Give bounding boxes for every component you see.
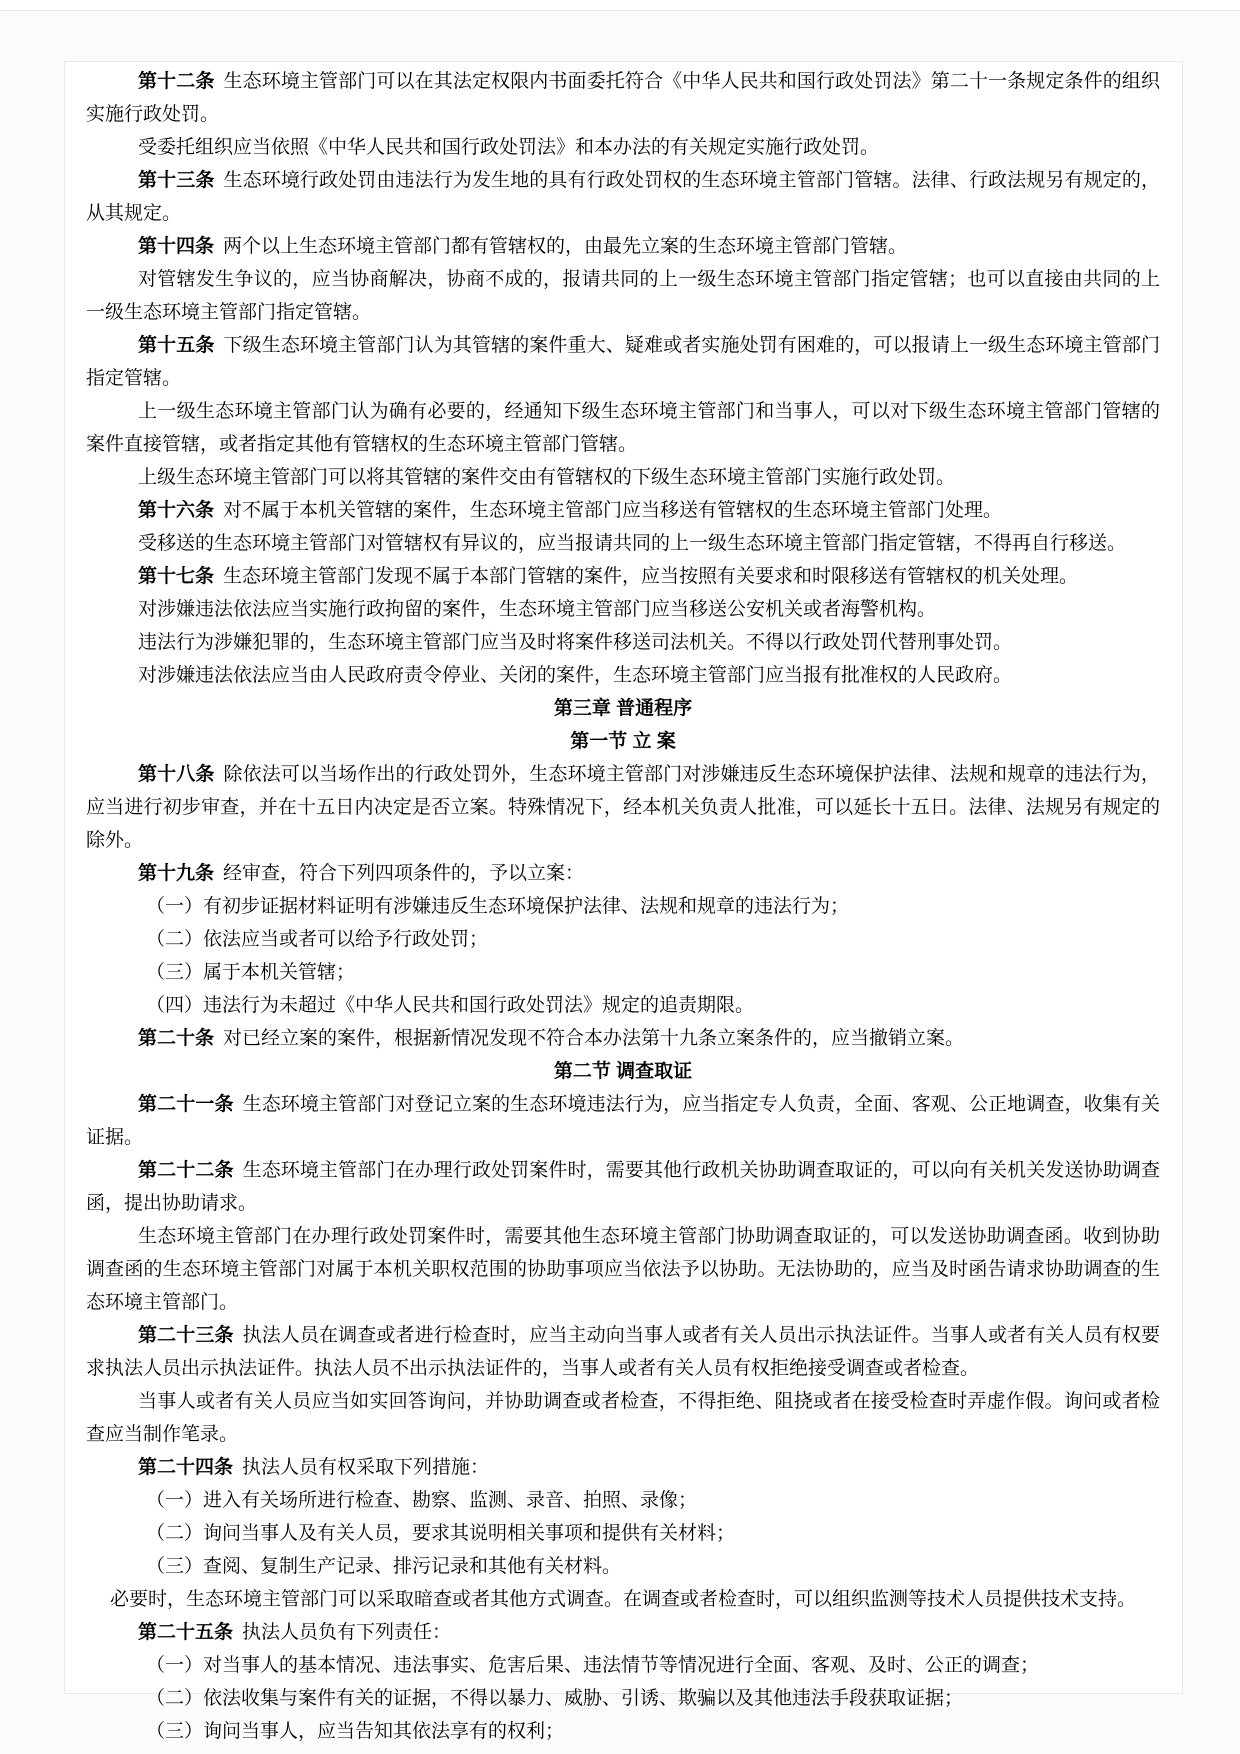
law-paragraph: （二）依法应当或者可以给予行政处罚； <box>146 929 489 950</box>
law-paragraph: 受委托组织应当依照《中华人民共和国行政处罚法》和本办法的有关规定实施行政处罚。 <box>138 137 880 158</box>
article-text: 生态环境主管部门在办理行政处罚案件时，需要其他行政机关协助调查取证的，可以向有关机关发送协助调查函，提出协助请求。 <box>86 1160 1160 1214</box>
article-number: 第十五条 <box>138 335 215 356</box>
article-text: 对不属于本机关管辖的案件，生态环境主管部门应当移送有管辖权的生态环境主管部门处理。 <box>223 500 1003 521</box>
article-text: 除依法可以当场作出的行政处罚外，生态环境主管部门对涉嫌违反生态环境保护法律、法规和规章的违法行为，应当进行初步审查，并在十五日内决定是否立案。特殊情况下，经本机关负责人批准，可以延长十五日。法律、法规另有规定的除外。 <box>86 764 1160 851</box>
law-paragraph: 对涉嫌违法依法应当由人民政府责令停业、关闭的案件，生态环境主管部门应当报有批准权的人民政府。 <box>138 665 1013 686</box>
law-paragraph <box>86 758 1160 857</box>
article-text: 生态环境行政处罚由违法行为发生地的具有行政处罚权的生态环境主管部门管辖。法律、行政法规另有规定的，从其规定。 <box>86 170 1160 224</box>
law-paragraph: （三）查阅、复制生产记录、排污记录和其他有关材料。 <box>146 1556 622 1577</box>
law-paragraph <box>86 1088 1160 1154</box>
law-paragraph: （三）属于本机关管辖； <box>146 962 356 983</box>
law-paragraph: （二）询问当事人及有关人员，要求其说明相关事项和提供有关材料； <box>146 1523 736 1544</box>
article-text: 经审查，符合下列四项条件的，予以立案： <box>223 863 585 884</box>
viewer-top-divider <box>0 0 1240 11</box>
article-number: 第十六条 <box>138 500 215 521</box>
article-text: 生态环境主管部门发现不属于本部门管辖的案件，应当按照有关要求和时限移送有管辖权的机关处理。 <box>223 566 1079 587</box>
article-text: 生态环境主管部门对登记立案的生态环境违法行为，应当指定专人负责，全面、客观、公正地调查，收集有关证据。 <box>86 1094 1160 1148</box>
law-paragraph: （二）依法收集与案件有关的证据，不得以暴力、威胁、引诱、欺骗以及其他违法手段获取证据； <box>146 1688 964 1709</box>
chapter-heading: 第三章 普通程序 <box>553 698 693 719</box>
law-paragraph <box>86 164 1160 230</box>
article-number: 第十九条 <box>138 863 215 884</box>
article-text: 对已经立案的案件，根据新情况发现不符合本办法第十九条立案条件的，应当撤销立案。 <box>223 1028 965 1049</box>
law-paragraph: 对涉嫌违法依法应当实施行政拘留的案件，生态环境主管部门应当移送公安机关或者海警机构。 <box>138 599 937 620</box>
article-number: 第二十四条 <box>138 1457 234 1478</box>
article-number: 第二十二条 <box>138 1160 234 1181</box>
article-number: 第二十五条 <box>138 1622 234 1643</box>
article-text: 生态环境主管部门可以在其法定权限内书面委托符合《中华人民共和国行政处罚法》第二十一条规定条件的组织实施行政处罚。 <box>86 71 1160 125</box>
law-paragraph: 必要时，生态环境主管部门可以采取暗查或者其他方式调查。在调查或者检查时，可以组织监测等技术人员提供技术支持。 <box>110 1589 1137 1610</box>
law-paragraph <box>86 1154 1160 1220</box>
law-paragraph: （三）询问当事人，应当告知其依法享有的权利； <box>146 1721 565 1742</box>
law-paragraph <box>86 230 1160 263</box>
article-text: 执法人员有权采取下列措施： <box>242 1457 490 1478</box>
law-paragraph <box>86 560 1160 593</box>
law-paragraph: 上一级生态环境主管部门认为确有必要的，经通知下级生态环境主管部门和当事人，可以对下级生态环境主管部门管辖的案件直接管辖，或者指定其他有管辖权的生态环境主管部门管辖。 <box>86 401 1160 455</box>
law-paragraph <box>86 1022 1160 1055</box>
document-page <box>64 61 1183 1742</box>
section-heading: 第二节 调查取证 <box>553 1061 693 1082</box>
law-paragraph <box>86 1616 1160 1649</box>
law-paragraph <box>86 494 1160 527</box>
law-paragraph: （一）对当事人的基本情况、违法事实、危害后果、违法情节等情况进行全面、客观、及时、公正的调查； <box>146 1655 1040 1676</box>
law-paragraph <box>86 1451 1160 1484</box>
law-paragraph <box>86 65 1160 131</box>
article-text: 执法人员在调查或者进行检查时，应当主动向当事人或者有关人员出示执法证件。当事人或者有关人员有权要求执法人员出示执法证件。执法人员不出示执法证件的，当事人或者有关人员有权拒绝接受调查或者检查。 <box>86 1325 1160 1379</box>
article-number: 第十八条 <box>138 764 215 785</box>
law-paragraph <box>86 857 1160 890</box>
article-text: 下级生态环境主管部门认为其管辖的案件重大、疑难或者实施处罚有困难的，可以报请上一级生态环境主管部门指定管辖。 <box>86 335 1160 389</box>
article-number: 第十三条 <box>138 170 215 191</box>
article-number: 第十四条 <box>138 236 215 257</box>
law-paragraph: 当事人或者有关人员应当如实回答询问，并协助调查或者检查，不得拒绝、阻挠或者在接受检查时弄虚作假。询问或者检查应当制作笔录。 <box>86 1391 1160 1445</box>
law-paragraph: （一）进入有关场所进行检查、勘察、监测、录音、拍照、录像； <box>146 1490 698 1511</box>
law-paragraph: （一）有初步证据材料证明有涉嫌违反生态环境保护法律、法规和规章的违法行为； <box>146 896 850 917</box>
law-paragraph: 上级生态环境主管部门可以将其管辖的案件交由有管辖权的下级生态环境主管部门实施行政处罚。 <box>138 467 956 488</box>
article-text: 执法人员负有下列责任： <box>242 1622 452 1643</box>
section-heading: 第一节 立 案 <box>570 731 676 752</box>
article-number: 第十七条 <box>138 566 215 587</box>
article-number: 第二十三条 <box>138 1325 234 1346</box>
law-paragraph <box>86 329 1160 395</box>
article-number: 第二十条 <box>138 1028 215 1049</box>
law-paragraph: 违法行为涉嫌犯罪的，生态环境主管部门应当及时将案件移送司法机关。不得以行政处罚代替刑事处罚。 <box>138 632 1013 653</box>
law-paragraph: （四）违法行为未超过《中华人民共和国行政处罚法》规定的追责期限。 <box>146 995 755 1016</box>
law-paragraph: 受移送的生态环境主管部门对管辖权有异议的，应当报请共同的上一级生态环境主管部门指定管辖，不得再自行移送。 <box>138 533 1127 554</box>
article-text: 两个以上生态环境主管部门都有管辖权的，由最先立案的生态环境主管部门管辖。 <box>223 236 908 257</box>
article-number: 第十二条 <box>138 71 215 92</box>
law-paragraph: 生态环境主管部门在办理行政处罚案件时，需要其他生态环境主管部门协助调查取证的，可以发送协助调查函。收到协助调查函的生态环境主管部门对属于本机关职权范围的协助事项应当依法予以协助。无法协助的，应当及时函告请求协助调查的生态环境主管部门。 <box>86 1226 1160 1313</box>
article-number: 第二十一条 <box>138 1094 234 1115</box>
law-paragraph: 对管辖发生争议的，应当协商解决，协商不成的，报请共同的上一级生态环境主管部门指定管辖；也可以直接由共同的上一级生态环境主管部门指定管辖。 <box>86 269 1160 323</box>
law-paragraph <box>86 1319 1160 1385</box>
